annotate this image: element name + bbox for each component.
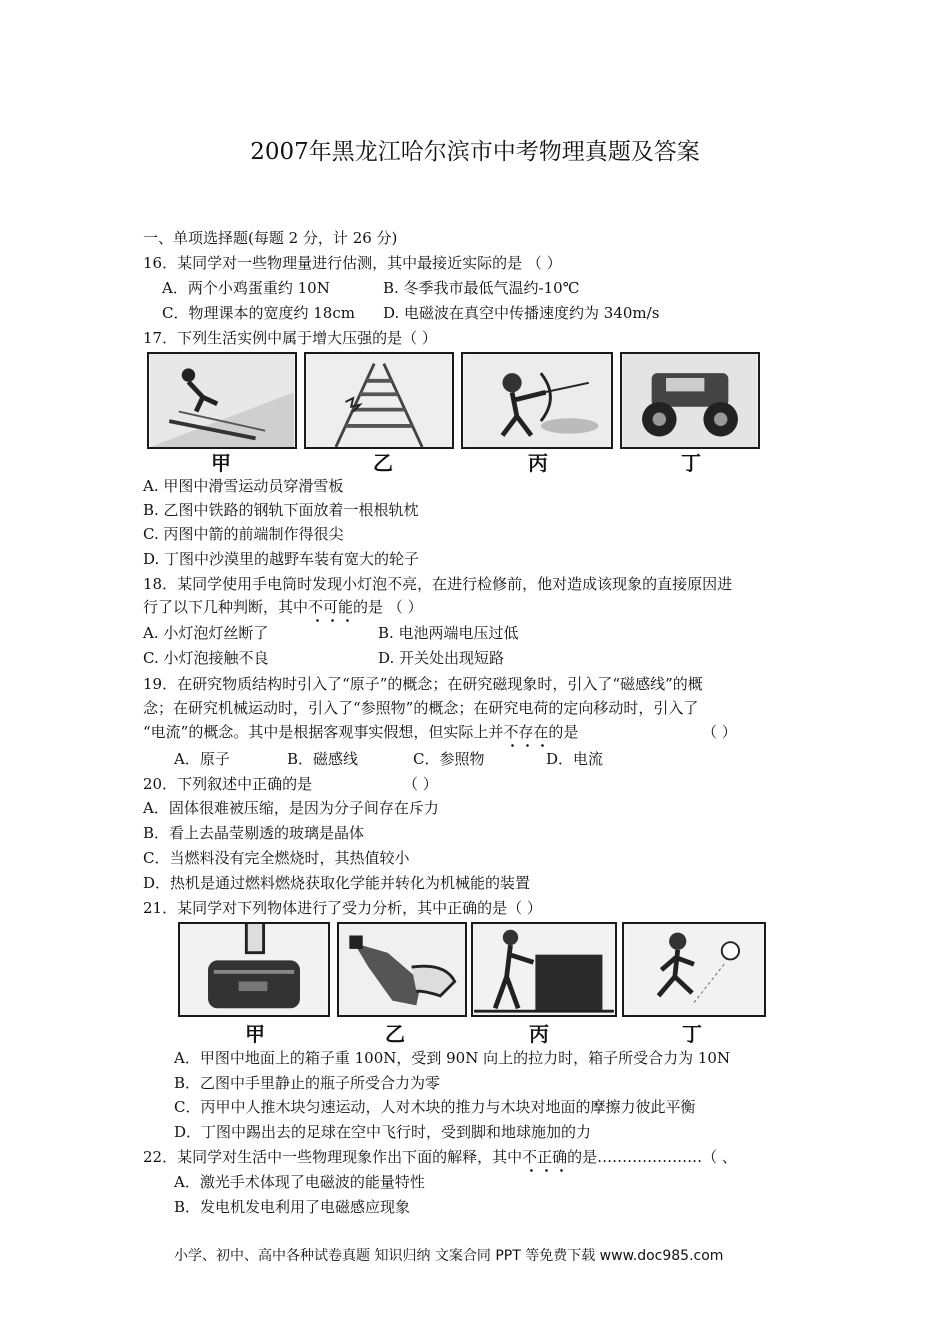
- q17-figure-skier: [147, 352, 297, 449]
- q16-option-c: C．物理课本的宽度约 18cm: [162, 304, 355, 322]
- q18-stem-line2: 行了以下几种判断，其中不可能的是 （ ）: [143, 598, 423, 616]
- q20-option-a: A．固体很难被压缩，是因为分子间存在斥力: [143, 799, 439, 817]
- q22-emphasis: 不正确: [522, 1148, 568, 1166]
- q18-emphasis: 不可能: [308, 598, 354, 616]
- q17-stem: 17．下列生活实例中属于增大压强的是（ ）: [143, 329, 437, 347]
- q18-option-a: A. 小灯泡灯丝断了: [143, 624, 269, 642]
- q17-label-ding: 丁: [681, 451, 701, 475]
- q21-option-c: C．丙甲中人推木块匀速运动，人对木块的推力与木块对地面的摩擦力彼此平衡: [174, 1098, 696, 1116]
- q21-stem: 21．某同学对下列物体进行了受力分析，其中正确的是（ ）: [143, 899, 542, 917]
- q21-label-jia: 甲: [245, 1022, 265, 1046]
- q17-option-c: C. 丙图中箭的前端制作得很尖: [143, 525, 344, 543]
- q18-stem-line1: 18．某同学使用手电筒时发现小灯泡不亮，在进行检修前，他对造成该现象的直接原因进: [143, 575, 733, 593]
- q21-figure-box: [178, 922, 330, 1017]
- q18-option-b: B. 电池两端电压过低: [378, 624, 519, 642]
- q17-option-a: A. 甲图中滑雪运动员穿滑雪板: [143, 477, 344, 495]
- q17-option-d: D. 丁图中沙漠里的越野车装有宽大的轮子: [143, 550, 420, 568]
- q19-option-b: B．磁感线: [287, 750, 359, 768]
- page-title: 2007年黑龙江哈尔滨市中考物理真题及答案: [250, 139, 700, 165]
- q21-figure-push-block: [471, 922, 617, 1017]
- q21-option-a: A．甲图中地面上的箱子重 100N，受到 90N 向上的拉力时，箱子所受合力为 10N: [174, 1049, 731, 1067]
- q22-option-a: A．激光手术体现了电磁波的能量特性: [174, 1173, 425, 1191]
- q17-figure-offroad-car: [620, 352, 760, 449]
- section-heading: 一、单项选择题(每题 2 分，计 26 分): [143, 229, 398, 247]
- q16-option-a: A．两个小鸡蛋重约 10N: [162, 279, 330, 297]
- q17-label-bing: 丙: [528, 451, 548, 475]
- q22-option-b: B．发电机发电利用了电磁感应现象: [174, 1198, 411, 1216]
- q21-option-d: D．丁图中踢出去的足球在空中飞行时，受到脚和地球施加的力: [174, 1123, 592, 1141]
- q19-option-c: C．参照物: [413, 750, 485, 768]
- q22-stem: 22．某同学对生活中一些物理现象作出下面的解释，其中不正确的是…………………（ 、: [143, 1148, 737, 1166]
- q19-stem-line1: 19．在研究物质结构时引入了“原子”的概念；在研究磁现象时，引入了“磁感线”的概: [143, 675, 703, 693]
- q18-option-c: C. 小灯泡接触不良: [143, 649, 269, 667]
- q19-option-a: A．原子: [174, 750, 230, 768]
- q20-option-d: D．热机是通过燃料燃烧获取化学能并转化为机械能的装置: [143, 874, 531, 892]
- q21-figure-football: [622, 922, 766, 1017]
- q19-option-d: D．电流: [546, 750, 604, 768]
- q19-stem-line3: “电流”的概念。其中是根据客观事实假想，但实际上并不存在的是: [143, 723, 579, 741]
- q18-option-d: D. 开关处出现短路: [378, 649, 505, 667]
- q19-answer-paren: （ ）: [702, 723, 737, 741]
- q20-stem: 20．下列叙述中正确的是: [143, 775, 313, 793]
- q16-option-b: B. 冬季我市最低气温约-10℃: [383, 279, 580, 297]
- q17-label-yi: 乙: [373, 451, 393, 475]
- q19-stem-line2: 念；在研究机械运动时，引入了“参照物”的概念；在研究电荷的定向移动时，引入了: [143, 699, 699, 717]
- q21-figure-bottle: [337, 922, 467, 1017]
- q21-label-yi: 乙: [385, 1022, 405, 1046]
- q17-figure-archer: [461, 352, 613, 449]
- q20-option-c: C．当燃料没有完全燃烧时，其热值较小: [143, 849, 410, 867]
- q17-option-b: B. 乙图中铁路的钢轨下面放着一根根轨枕: [143, 501, 419, 519]
- q21-label-bing: 丙: [529, 1022, 549, 1046]
- q19-emphasis: 不存在: [503, 723, 549, 741]
- q21-label-ding: 丁: [682, 1022, 702, 1046]
- q17-label-jia: 甲: [211, 451, 231, 475]
- q16-option-d: D. 电磁波在真空中传播速度约为 340m/s: [383, 304, 660, 322]
- q20-option-b: B．看上去晶莹剔透的玻璃是晶体: [143, 824, 365, 842]
- q17-figure-railway: [304, 352, 454, 449]
- q21-option-b: B．乙图中手里静止的瓶子所受合力为零: [174, 1074, 441, 1092]
- footer-ad: 小学、初中、高中各种试卷真题 知识归纳 文案合同 PPT 等免费下载 www.doc985.com: [174, 1248, 724, 1264]
- q20-answer-paren: （ ）: [403, 775, 438, 793]
- q16-stem: 16．某同学对一些物理量进行估测，其中最接近实际的是 （ ）: [143, 254, 562, 272]
